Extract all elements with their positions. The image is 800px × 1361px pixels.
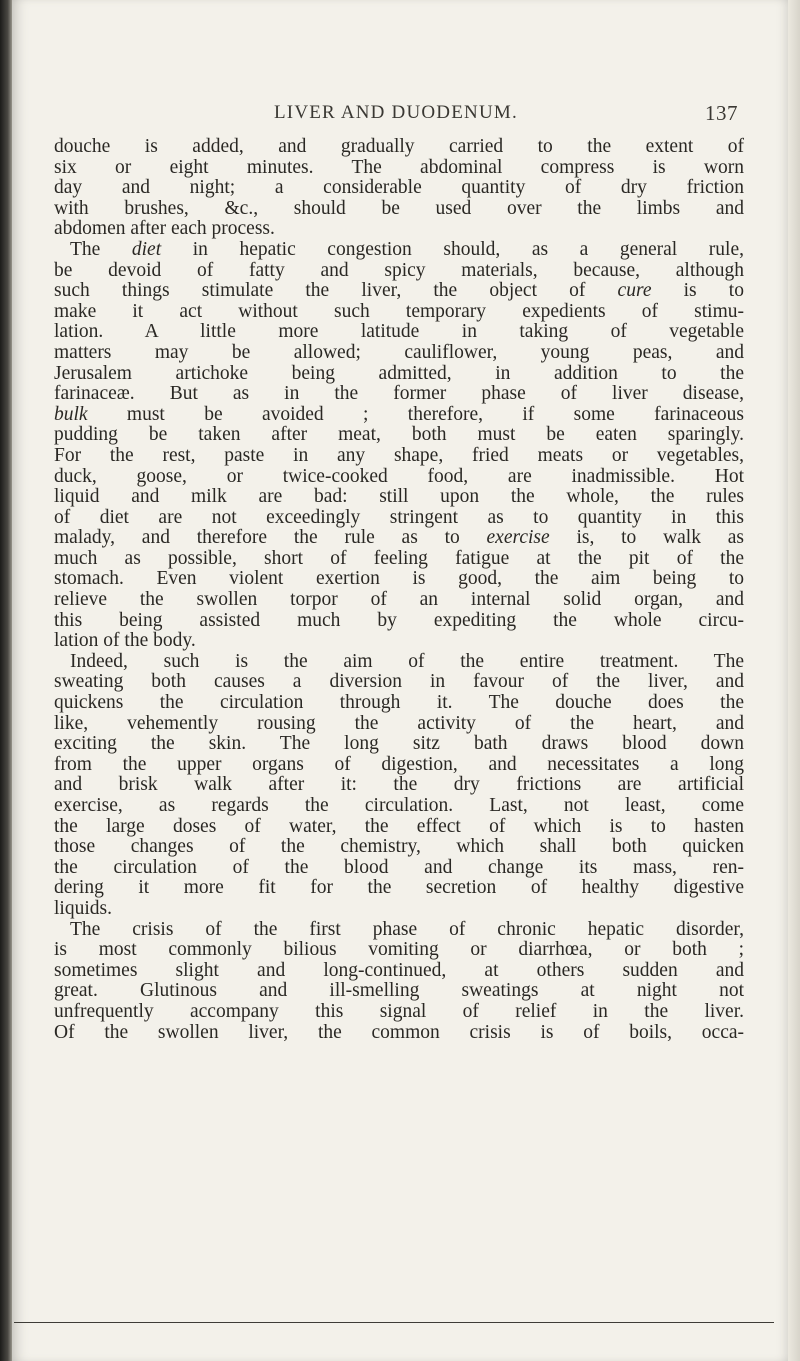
text-line: and brisk walk after it: the dry frictions are artificial: [54, 775, 744, 796]
bottom-page-edge-line: [14, 1322, 774, 1323]
text-run: must be avoided ; therefore, if some farinaceous: [87, 404, 744, 425]
text-line: pudding be taken after meat, both must be eaten sparingly.: [54, 425, 744, 446]
text-line: is most commonly bilious vomiting or diarrhœa, or both ;: [54, 940, 744, 961]
text-run: is to: [651, 281, 744, 302]
text-line: sweating both causes a diversion in favour of the liver, and: [54, 672, 744, 693]
text-line: like, vehemently rousing the activity of the heart, and: [54, 713, 744, 734]
text-line: [54, 281, 744, 302]
text-line: Indeed, such is the aim of the entire treatment. The: [70, 651, 744, 672]
text-line: with brushes, &c., should be used over the limbs and: [54, 198, 744, 219]
text-line: lation of the body.: [54, 631, 196, 652]
text-line: duck, goose, or twice-cooked food, are inadmissible. Hot: [54, 466, 744, 487]
page-number: 137: [705, 101, 738, 125]
text-line: exciting the skin. The long sitz bath draws blood down: [54, 734, 744, 755]
text-line: relieve the swollen torpor of an internal solid organ, and: [54, 590, 744, 611]
text-line: [54, 528, 744, 549]
text-line: stomach. Even violent exertion is good, the aim being to: [54, 569, 744, 590]
text-run: is, to walk as: [549, 528, 744, 549]
text-line: douche is added, and gradually carried to the extent of: [54, 137, 744, 157]
text-run: in hepatic congestion should, as a general rule,: [161, 239, 744, 260]
text-line: day and night; a considerable quantity of dry friction: [54, 178, 744, 199]
text-line: Jerusalem artichoke being admitted, in addition to the: [54, 363, 744, 384]
italic-word: cure: [617, 281, 652, 302]
text-line: from the upper organs of digestion, and necessitates a long: [54, 754, 744, 775]
text-line: of diet are not exceedingly stringent as to quantity in this: [54, 507, 744, 528]
text-run: malady, and therefore the rule as to: [54, 528, 487, 549]
text-line: make it act without such temporary expedients of stimu-: [54, 301, 744, 322]
text-line: abdomen after each process.: [54, 219, 275, 240]
text-line: lation. A little more latitude in taking of vegetable: [54, 322, 744, 343]
text-run: such things stimulate the liver, the object of: [54, 281, 618, 302]
text-line: this being assisted much by expediting the whole circu-: [54, 610, 744, 631]
text-line: liquids.: [54, 898, 112, 919]
text-line: farinaceæ. But as in the former phase of liver disease,: [54, 384, 744, 405]
text-line: unfrequently accompany this signal of relief in the liver.: [54, 1001, 744, 1022]
text-line: quickens the circulation through it. The douche does the: [54, 693, 744, 714]
text-line: [54, 240, 744, 261]
italic-word: exercise: [486, 528, 550, 549]
running-title: LIVER AND DUODENUM.: [274, 102, 518, 123]
italic-word: bulk: [54, 404, 88, 425]
text-line: matters may be allowed; cauliflower, young peas, and: [54, 342, 744, 363]
text-run: The: [70, 239, 132, 260]
text-line: much as possible, short of feeling fatigue at the pit of the: [54, 548, 744, 569]
text-line: six or eight minutes. The abdominal compress is worn: [54, 157, 744, 178]
text-line: dering it more fit for the secretion of healthy digestive: [54, 878, 744, 899]
italic-word: diet: [131, 239, 162, 260]
text-line: exercise, as regards the circulation. Last, not least, come: [54, 796, 744, 816]
text-line: The crisis of the first phase of chronic hepatic disorder,: [70, 919, 744, 940]
body-text: [54, 137, 744, 1043]
text-line: those changes of the chemistry, which shall both quicken: [54, 837, 744, 858]
text-line: be devoid of fatty and spicy materials, because, although: [54, 260, 744, 281]
text-line: great. Glutinous and ill-smelling sweatings at night not: [54, 981, 744, 1002]
text-line: the large doses of water, the effect of which is to hasten: [54, 816, 744, 837]
text-line: sometimes slight and long-continued, at others sudden and: [54, 960, 744, 981]
text-line: Of the swollen liver, the common crisis is of boils, occa-: [54, 1022, 744, 1043]
text-line: liquid and milk are bad: still upon the whole, the rules: [54, 487, 744, 508]
page-edge: [788, 0, 800, 1361]
text-line: [54, 405, 744, 426]
text-line: For the rest, paste in any shape, fried meats or vegetables,: [54, 445, 744, 466]
text-line: the circulation of the blood and change its mass, ren-: [54, 857, 744, 878]
page-text-block: [54, 98, 744, 1043]
running-head: [54, 98, 744, 132]
